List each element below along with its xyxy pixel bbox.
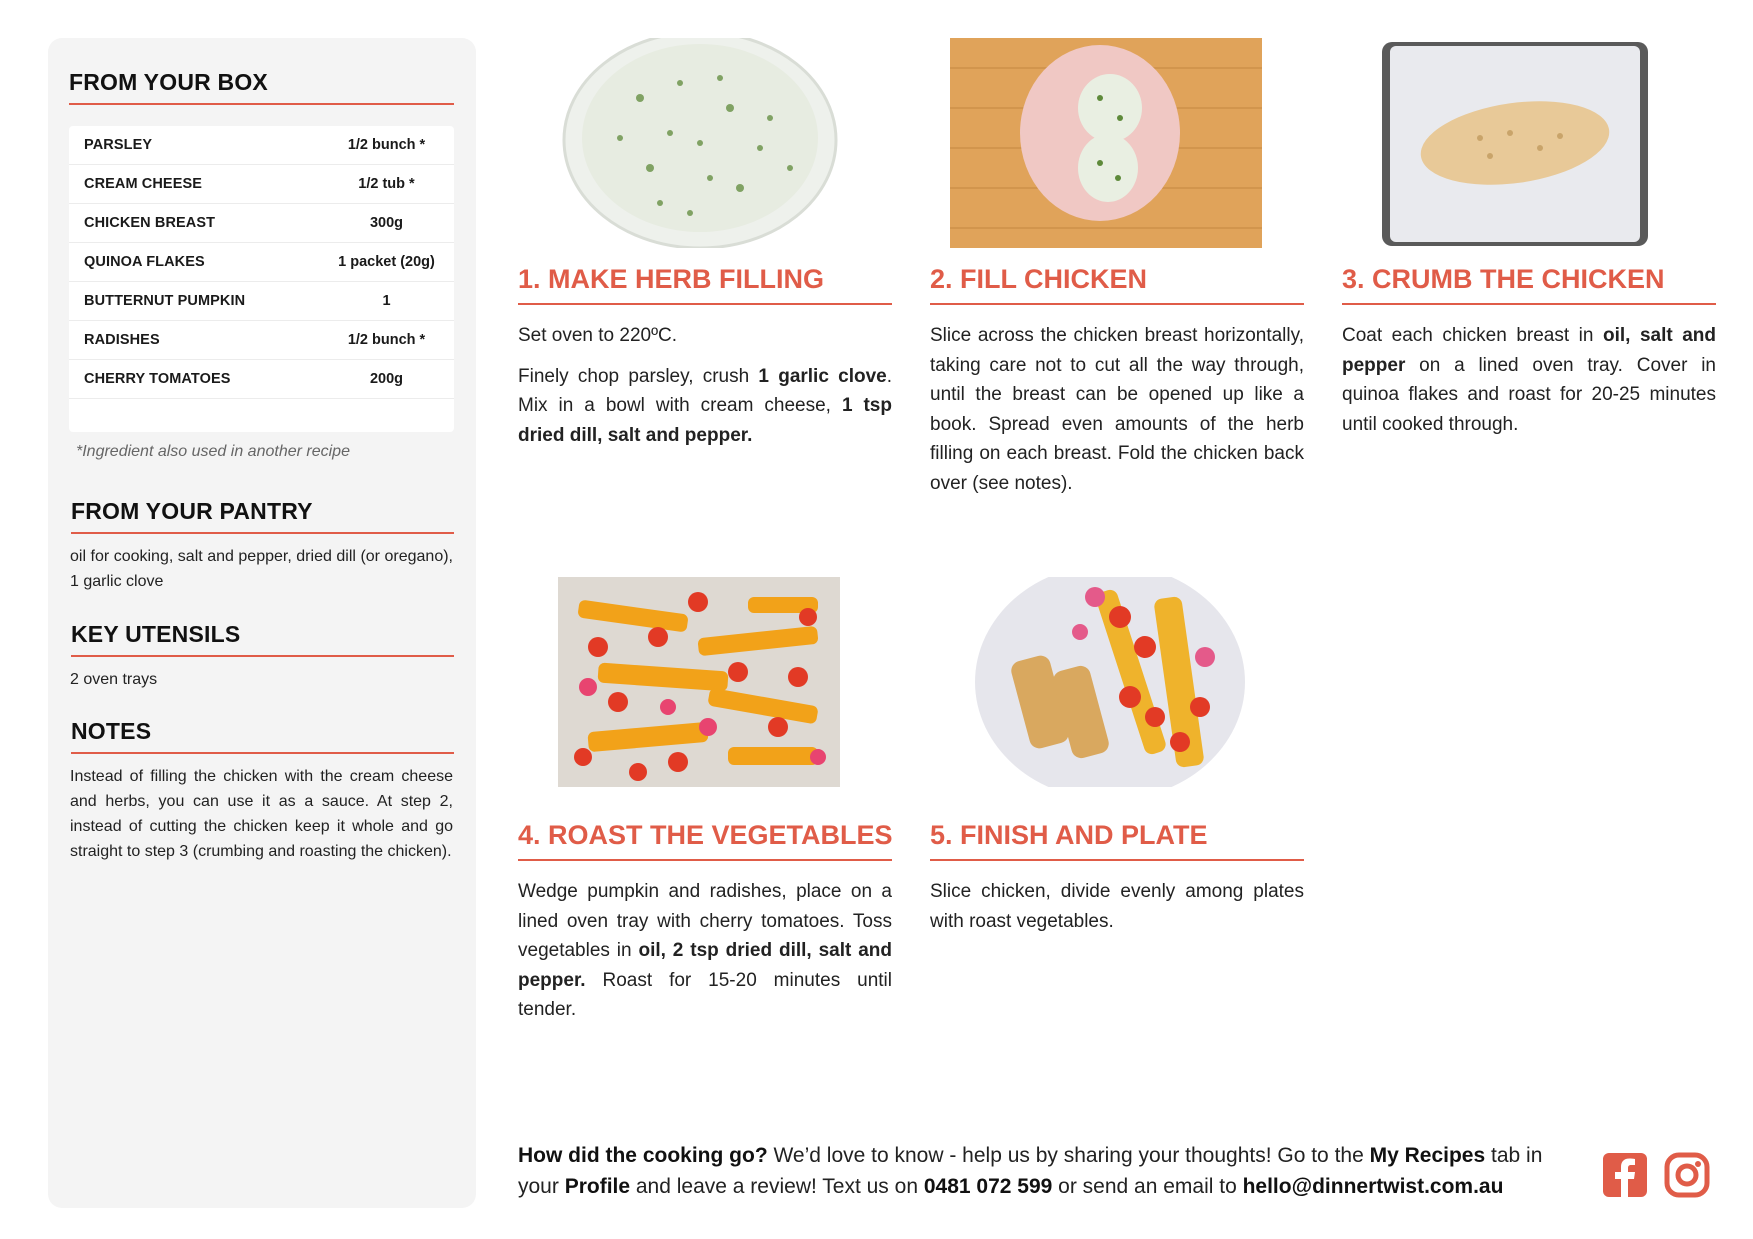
ingredient-footnote: *Ingredient also used in another recipe — [76, 443, 350, 460]
step-5-title: 5. FINISH AND PLATE — [930, 820, 1304, 861]
sidebar-panel — [48, 38, 476, 1208]
ingredient-qty: 1/2 bunch * — [347, 332, 426, 348]
ingredient-qty: 200g — [369, 371, 404, 387]
utensils-text: 2 oven trays — [70, 671, 158, 688]
table-row — [69, 360, 454, 399]
table-row — [69, 204, 454, 243]
finished-plate-photo — [970, 577, 1260, 787]
instagram-icon[interactable] — [1664, 1152, 1710, 1198]
crumb-chicken-photo — [1380, 38, 1650, 248]
utensils-heading: KEY UTENSILS — [71, 621, 454, 657]
ingredient-name: BUTTERNUT PUMPKIN — [84, 293, 246, 309]
profile-label: Profile — [564, 1175, 631, 1198]
ingredient-qty: 1 — [382, 293, 391, 309]
phone-link[interactable]: 0481 072 599 — [923, 1175, 1053, 1198]
box-heading: FROM YOUR BOX — [69, 69, 454, 105]
ingredient-qty: 1/2 tub * — [358, 176, 415, 192]
table-row — [69, 282, 454, 321]
ingredient-qty: 1 packet (20g) — [338, 254, 435, 270]
step-3-p1: Coat each chicken breast in oil, salt and pepper on a lined oven tray. Cover in quinoa flakes and roast for 20-25 minutes until cooked through. — [1342, 325, 1716, 435]
footer-question: How did the cooking go? — [518, 1144, 768, 1167]
step-3-text — [1342, 321, 1716, 450]
ingredients-table — [69, 126, 454, 432]
step-5-text — [930, 877, 1304, 947]
pantry-heading: FROM YOUR PANTRY — [71, 498, 454, 534]
step-2-p1: Slice across the chicken breast horizontally, taking care not to cut all the way through, until the breast can be opened up like a book. Spread even amounts of the herb filling on each breast. Fold the chicken back over (see notes). — [930, 325, 1304, 494]
step-1-p2: Finely chop parsley, crush 1 garlic clove. Mix in a bowl with cream cheese, 1 tsp dried dill, salt and pepper. — [518, 365, 893, 446]
step-4-text — [518, 877, 892, 1036]
roast-vegetables-photo — [558, 577, 840, 787]
table-row — [69, 126, 454, 165]
step-1-p1: Set oven to 220ºC. — [518, 325, 678, 346]
pantry-text: oil for cooking, salt and pepper, dried dill (or oregano), 1 garlic clove — [70, 548, 453, 590]
ingredient-name: CHERRY TOMATOES — [84, 371, 231, 387]
table-row — [69, 165, 454, 204]
facebook-icon[interactable] — [1602, 1152, 1648, 1198]
step-2-title: 2. FILL CHICKEN — [930, 264, 1304, 305]
ingredient-name: PARSLEY — [84, 137, 153, 153]
step-2-text — [930, 321, 1304, 509]
ingredient-qty: 1/2 bunch * — [347, 137, 426, 153]
table-row — [69, 321, 454, 360]
ingredient-name: QUINOA FLAKES — [84, 254, 205, 270]
fill-chicken-photo — [950, 38, 1262, 248]
step-1-title: 1. MAKE HERB FILLING — [518, 264, 892, 305]
step-3-title: 3. CRUMB THE CHICKEN — [1342, 264, 1716, 305]
step-1-text — [518, 321, 892, 461]
feedback-footer: How did the cooking go? We’d love to know - help us by sharing your thoughts! Go to the My Recipes tab in your Profile and leave a review! Text us on 0481 072 599 or send an email to hello@dinnertwist.com.au — [518, 1144, 1543, 1198]
ingredient-qty: 300g — [369, 215, 404, 231]
step-5-p1: Slice chicken, divide evenly among plates with roast vegetables. — [930, 881, 1304, 932]
table-row — [69, 243, 454, 282]
ingredient-name: CREAM CHEESE — [84, 176, 203, 192]
step-4-title: 4. ROAST THE VEGETABLES — [518, 820, 892, 861]
ingredient-name: CHICKEN BREAST — [84, 215, 216, 231]
notes-heading: NOTES — [71, 718, 454, 754]
herb-filling-photo — [560, 38, 840, 248]
email-link[interactable]: hello@dinnertwist.com.au — [1242, 1175, 1504, 1198]
ingredient-name: RADISHES — [84, 332, 160, 348]
my-recipes-label: My Recipes — [1369, 1144, 1486, 1167]
notes-text: Instead of filling the chicken with the cream cheese and herbs, you can use it as a sauce. At step 2, instead of cutting the chicken keep it whole and go straight to step 3 (crumbing and roasting the chicken). — [70, 768, 453, 860]
step-4-p1: Wedge pumpkin and radishes, place on a lined oven tray with cherry tomatoes. Toss vegetables in oil, 2 tsp dried dill, salt and pepper. Roast for 15-20 minutes until tender. — [518, 881, 892, 1020]
